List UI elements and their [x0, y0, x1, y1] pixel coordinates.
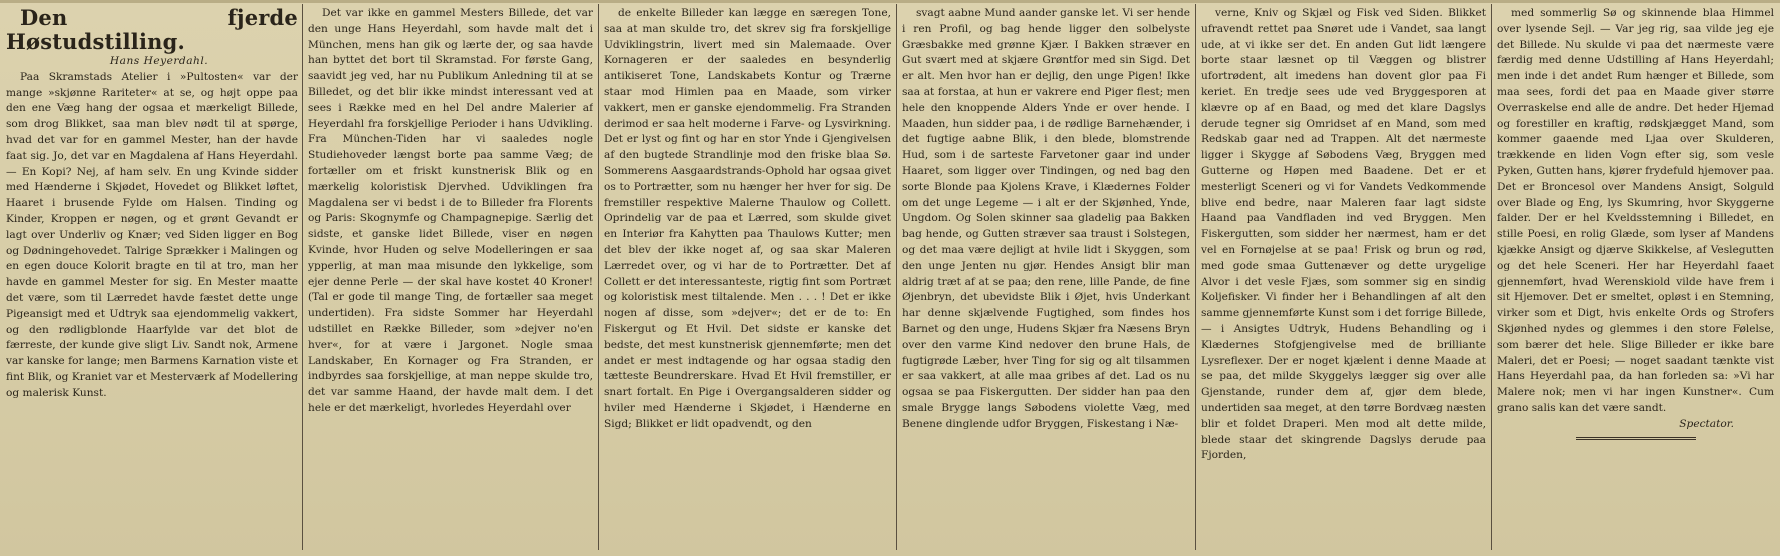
- column-5: [1201, 6, 1486, 546]
- column-divider: [598, 4, 599, 550]
- column-divider: [302, 4, 303, 550]
- column-text: verne, Kniv og Skjæl og Fisk ved Siden. Blikket ufravendt rettet paa Snøret ude i Vandet, saa langt ude, at vi ikke ser det. En anden Gut lidt længere borte staar læsnet op til Væggen og blistrer ufortrødent, alt imedens han dovent glor paa Fi keriet. En tredje sees ude ved Bryggesporen at klævre op af en Baad, og med det klare Dagslys derude tegner sig Omridset af en Mand, som med Redskab gaar ned ad Trappen. Alt det nærmeste ligger i Skygge af Søbodens Væg, Bryggen med Gutterne og Høpen med Baadene. Det er et mesterligt Sceneri og vi for Vandets Vedkommende blive end bedre, naar Maleren faar lagt sidste Haand paa Vandfladen ind ved Bryggen. Men Fiskergutten, som sidder her nærmest, ham er det vel en Fornøjelse at se paa! Frisk og brun og rød, med gode smaa Guttenæver og dette urygelige Alvor i det vesle Fjæs, som sommer sig en sindig Koljefisker. Vi finder her i Behandlingen af alt den samme gjennemførte Kunst som i det forrige Billede, — i Ansigtes Udtryk, Hudens Behandling og i Klædernes Stofgjengivelse med de brilliante Lysreflexer. Der er noget kjælent i denne Maade at se paa, det milde Skyggelys lægger sig over alle Gjenstande, runder dem af, gjør dem blede, undertiden saa meget, at den tørre Bordvæg næsten blir et foldet Draperi. Men mod alt dette milde, blede staar det skingrende Dagslys derude paa Fjorden,: [1201, 7, 1486, 462]
- headline: Den fjerde Høstudstilling.: [6, 6, 298, 54]
- column-text: Paa Skramstads Atelier i »Pultosten« var der mange »skjønne Rariteter« at se, og højt oppe paa den ene Væg hang der ogsaa et mærkeligt Billede, som drog Blikket, saa man blev nødt til at spørge, hvad det var for en gammel Mester, han der havde faat sig. Jo, det var en Magdalena af Hans Heyerdahl. — En Kopi? Nej, af ham selv. En ung Kvinde sidder med Hænderne i Skjødet, Hovedet og Blikket løftet, Haaret i brusende Fylde om Halsen. Tinding og Kinder, Kroppen er nøgen, og et grønt Gevandt er lagt over Underliv og Knær; ved Siden ligger en Bog og Dødningehovedet. Talrige Sprækker i Malingen og en egen douce Kolorit bragte en til at tro, man her havde en gammel Mester for sig. En Mester maatte det være, som til Lærredet havde fæstet dette unge Pigeansigt med et Udtryk saa ejendommelig vakkert, og den rødligblonde Haarfylde var det blot de færreste, der kunde give sligt Liv. Sandt nok, Armene var kanske for lange; men Barmens Karnation viste et fint Blik, og Kraniet var et Mesterværk af Modellering og malerisk Kunst.: [6, 70, 298, 399]
- signature: Spectator.: [1679, 417, 1734, 430]
- column-6: [1497, 6, 1774, 546]
- column-divider: [1491, 4, 1492, 550]
- column-text: de enkelte Billeder kan lægge en særegen Tone, saa at man skulde tro, det skrev sig fra forskjellige Udviklingstrin, livert med sin Malemaade. Over Kornageren er der saaledes en besynderlig antikiseret Tone, Landskabets Kontur og Trærne staar mod Himlen paa en Maade, som virker vakkert, men er ganske ejendommelig. Fra Stranden derimod er saa helt moderne i Farve- og Lysvirkning. Det er lyst og fint og har en stor Ynde i Gjengivelsen af den bugtede Strandlinje mod den friske blaa Sø. Sommerens Aasgaardstrands-Ophold har ogsaa givet os to Portrætter, som nu hænger her hver for sig. De fremstiller respektive Malerne Thaulow og Collett. Oprindelig var de paa et Lærred, som skulde givet en Interiør fra Kahytten paa Thaulows Kutter; men det blev der ikke noget af, og saa skar Maleren Lærredet over, og vi har de to Portrætter. Det af Collett er det interessanteste, rigtig fint som Portræt og koloristisk mest tiltalende. Men . . . ! Det er ikke nogen af disse, som »dejver«; det er de to: En Fiskergut og Et Hvil. Det sidste er kanske det bedste, det mest kunstnerisk gjennemførte; men det andet er mest indtagende og har ogsaa stadig den tætteste Beundrerskare. Hvad Et Hvil fremstiller, er snart fortalt. En Pige i Overgangsalderen sidder og hviler med Hænderne i Skjødet, i Hænderne en Sigd; Blikket er lidt opadvendt, og den: [604, 7, 891, 430]
- top-border: [0, 0, 1780, 3]
- column-divider: [1195, 4, 1196, 550]
- byline: Hans Heyerdahl.: [109, 55, 209, 67]
- column-text: svagt aabne Mund aander ganske let. Vi ser hende i ren Profil, og bag hende ligger den solbelyste Græsbakke med grønne Kjær. I Bakken stræver en Gut svært med at skjære Grøntfor med sin Sigd. Det er alt. Men hvor han er dejlig, den unge Pigen! Ikke saa at forstaa, at hun er vakrere end Piger flest; men hele den knoppende Alders Ynde er over hende. I Maaden, hun sidder paa, i de rødlige Barnehænder, i det fugtige aabne Blik, i den blede, blomstrende Hud, som i de sarteste Farvetoner gaar ind under Haaret, som ligger over Tindingen, og ned bag den sorte Blonde paa Kjolens Krave, i Klædernes Folder om det unge Legeme — i alt er der Skjønhed, Ynde, Ungdom. Og Solen skinner saa gladelig paa Bakken bag hende, og Gutten stræver saa traust i Solstegen, og det maa være dejligt at hvile lidt i Skyggen, som den unge Jenten nu gjør. Hendes Ansigt blir man aldrig træt af at se paa; den rene, lille Pande, de fine Øjenbryn, det ubevidste Blik i Øjet, hvis Underkant har denne skjælvende Fugtighed, som findes hos Barnet og den unge, Hudens Skjær fra Næsens Bryn over den varme Kind nedover den brune Hals, de fugtigrøde Læber, hver Ting for sig og alt tilsammen er saa vakkert, at alle maa gribes af det. Lad os nu ogsaa se paa Fiskergutten. Der sidder han paa den smale Brygge langs Søbodens violette Væg, med Benene dinglende udfor Bryggen, Fiskestang i Næ-: [902, 7, 1190, 430]
- column-2: [308, 6, 593, 546]
- column-text: med sommerlig Sø og skinnende blaa Himmel over lysende Sejl. — Var jeg rig, saa vilde jeg eje det Billede. Nu skulde vi paa det nærmeste være færdig med denne Udstilling af Hans Heyerdahl; men inde i det andet Rum hænger et Billede, som maa sees, fordi det paa en Maade giver større Overraskelse end alle de andre. Det heder Hjemad og forestiller en kraftig, rødskjægget Mand, som kommer gaaende med Ljaa over Skulderen, trækkende en liden Vogn efter sig, som vesle Pyken, Gutten hans, kjører frydefuld hjemover paa. Det er Broncesol over Mandens Ansigt, Solguld over Blade og Eng, lys Skumring, hvor Skyggerne falder. Der er hel Kveldsstemning i Billedet, en stille Poesi, en rolig Glæde, som lyser af Mandens kjække Ansigt og djærve Skikkelse, af Veslegutten og det hele Sceneri. Her har Heyerdahl faaet gjennemført, hvad Werenskiold vilde have frem i sit Hjemover. Det er smeltet, opløst i en Stemning, virker som et Digt, hvis enkelte Ords og Strofers Skjønhed nydes og glemmes i den store Følelse, som bærer det hele. Slige Billeder er ikke bare Maleri, det er Poesi; — noget saadant tænkte vist Hans Heyerdahl paa, da han forleden sa: »Vi har Malere nok; men vi har ingen Kunstner«. Cum grano salis kan det være sandt.: [1497, 7, 1774, 414]
- column-text: Det var ikke en gammel Mesters Billede, det var den unge Hans Heyerdahl, som havde malt det i München, mens han gik og lærte der, og saa havde han byttet det bort til Skramstad. For første Gang, saavidt jeg ved, har nu Publikum Anledning til at se Billedet, og det blir ikke mindst interessant ved at sees i Række med en hel Del andre Malerier af Heyerdahl fra forskjellige Perioder i hans Udvikling. Fra München-Tiden har vi saaledes nogle Studiehoveder længst borte paa samme Væg; de fortæller om et friskt kunstnerisk Blik og en mærkelig koloristisk Djervhed. Udviklingen fra Magdalena ser vi bedst i de to Billeder fra Florents og Paris: Skognymfe og Champagnepige. Særlig det sidste, et ganske lidet Billede, viser en nøgen Kvinde, hvor Huden og selve Modelleringen er saa ypperlig, at man maa misunde den lykkelige, som ejer denne Perle — der skal have kostet 40 Kroner! (Tal er gode til mange Ting, de fortæller saa meget undertiden). Fra sidste Sommer har Heyerdahl udstillet en Række Billeder, som »dejver no'en hver«, for at være i Jargonet. Nogle smaa Landskaber, En Kornager og Fra Stranden, er indbyrdes saa forskjellige, at man neppe skulde tro, det var samme Haand, der havde malt dem. I det hele er det mærkeligt, hvorledes Heyerdahl over: [308, 7, 593, 414]
- column-3: [604, 6, 891, 546]
- column-divider: [896, 4, 897, 550]
- end-rule: [1576, 437, 1696, 440]
- column-1: [6, 6, 298, 546]
- column-4: [902, 6, 1190, 546]
